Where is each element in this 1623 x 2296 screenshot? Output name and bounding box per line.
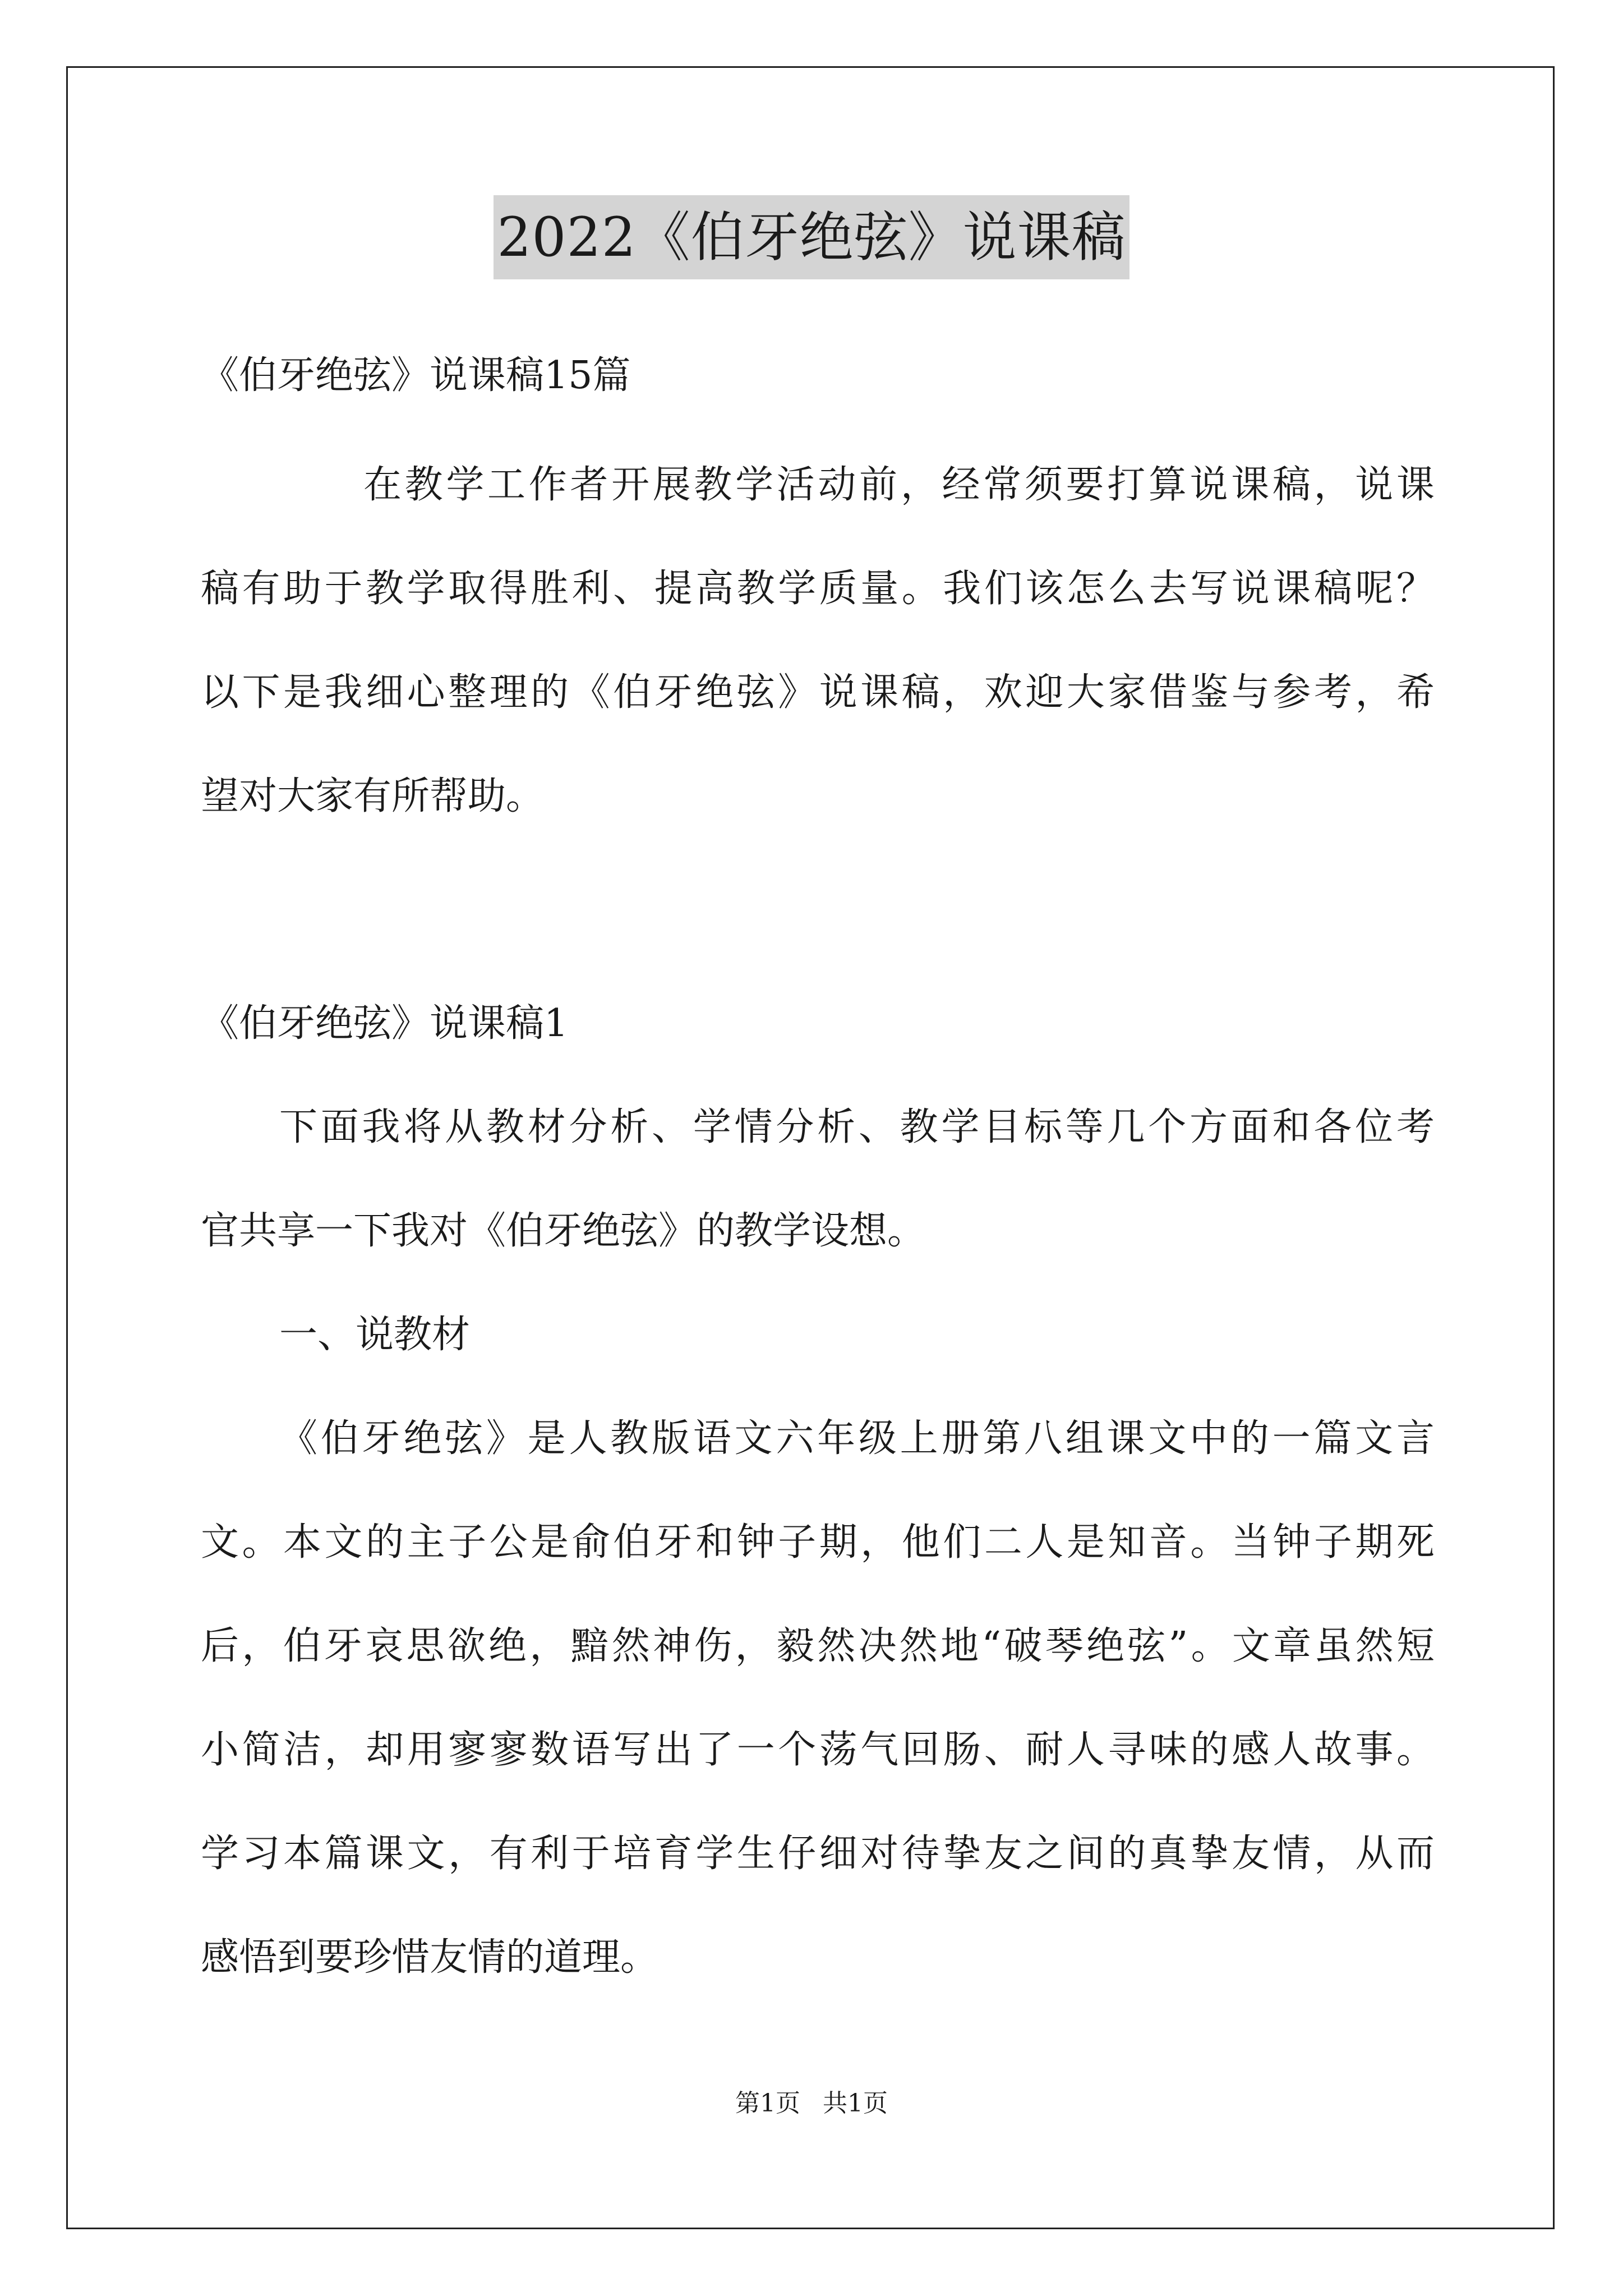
intro-line: 以下是我细心整理的《伯牙绝弦》说课稿，欢迎大家借鉴与参考，希 <box>201 670 1435 715</box>
intro-line: 望对大家有所帮助。 <box>201 774 545 818</box>
page-number: 第1页 <box>735 2089 800 2118</box>
section-heading: 《伯牙绝弦》说课稿1 <box>201 1001 569 1046</box>
paragraph-line: 下面我将从教材分析、学情分析、教学目标等几个方面和各位考 <box>279 1105 1435 1149</box>
document-subtitle: 《伯牙绝弦》说课稿15篇 <box>201 353 631 398</box>
paragraph-line: 官共享一下我对《伯牙绝弦》的教学设想。 <box>201 1209 926 1253</box>
paragraph-line: 《伯牙绝弦》是人教版语文六年级上册第八组课文中的一篇文言 <box>279 1416 1435 1461</box>
page-total: 共1页 <box>823 2089 888 2118</box>
intro-line: 稿有助于教学取得胜利、提高教学质量。我们该怎么去写说课稿呢？ <box>201 567 1435 611</box>
intro-line: 在教学工作者开展教学活动前，经常须要打算说课稿，说课 <box>363 463 1435 507</box>
paragraph-line: 后，伯牙哀思欲绝，黯然神伤，毅然决然地“破琴绝弦”。文章虽然短 <box>201 1624 1435 1668</box>
title-wrap <box>0 195 1623 279</box>
document-title: 2022《伯牙绝弦》说课稿 <box>494 195 1129 279</box>
page-footer <box>0 2087 1623 2120</box>
paragraph-line: 小简洁，却用寥寥数语写出了一个荡气回肠、耐人寻味的感人故事。 <box>201 1728 1435 1772</box>
paragraph-line: 学习本篇课文，有利于培育学生仔细对待挚友之间的真挚友情，从而 <box>201 1832 1435 1876</box>
paragraph-line: 文。本文的主子公是俞伯牙和钟子期，他们二人是知音。当钟子期死 <box>201 1520 1435 1565</box>
sub-heading: 一、说教材 <box>279 1313 471 1357</box>
paragraph-line: 感悟到要珍惜友情的道理。 <box>201 1935 659 1980</box>
